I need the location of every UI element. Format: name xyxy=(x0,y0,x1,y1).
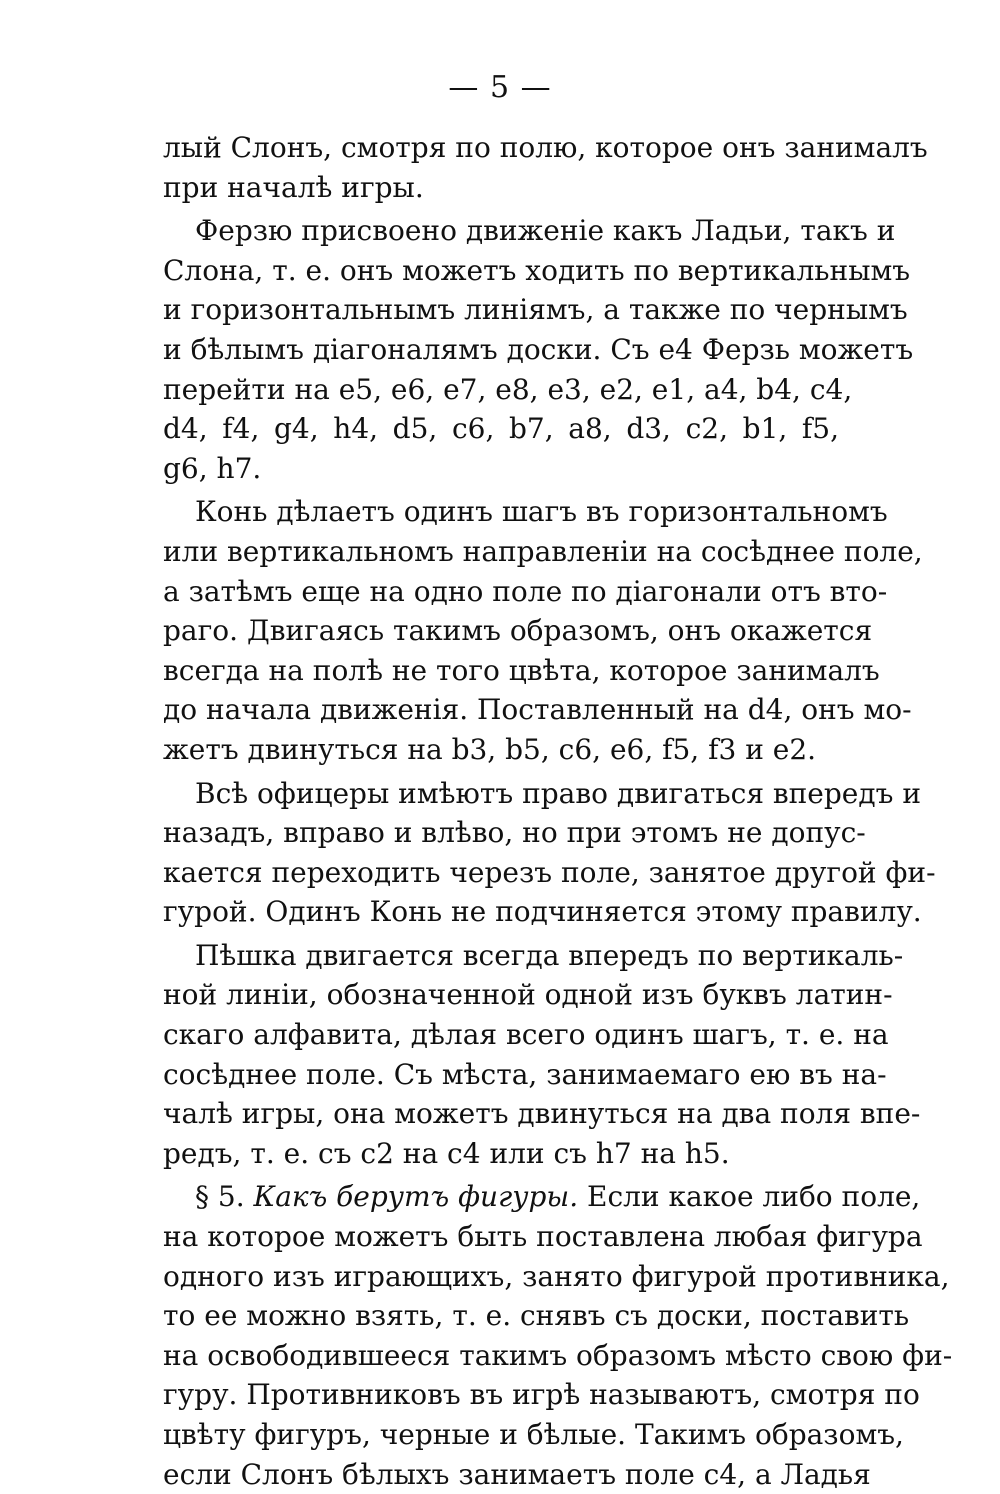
text-line: лый Слонъ, смотря по полю, которое онъ занималъ xyxy=(163,131,928,164)
text-line: скаго алфавита, дѣлая всего одинъ шагъ, т. е. на xyxy=(163,1018,889,1052)
text-line: при началѣ игры. xyxy=(163,170,424,204)
text-line: Всѣ офицеры имѣютъ право двигаться впередъ и xyxy=(195,776,921,810)
text-line: всегда на полѣ не того цвѣта, которое занималъ xyxy=(163,653,880,687)
text-line: и горизонтальнымъ линіямъ, а также по чернымъ xyxy=(163,293,908,327)
paragraph xyxy=(163,774,936,932)
text-line: g6, h7. xyxy=(163,451,262,485)
section-first-line xyxy=(163,1177,921,1217)
text-line: и бѣлымъ діагоналямъ доски. Съ е4 Ферзь можетъ xyxy=(163,332,914,366)
text-line: жетъ двинуться на b3, b5, c6, e6, f5, f3 и e2. xyxy=(163,732,817,766)
paragraph xyxy=(163,492,923,769)
section-heading: Какъ берутъ фигуры. xyxy=(253,1180,579,1214)
paragraph xyxy=(163,211,914,488)
text-line: на которое можетъ быть поставлена любая фигура xyxy=(163,1220,923,1254)
paragraph xyxy=(163,936,921,1174)
text-line: сосѣднее поле. Съ мѣста, занимаемаго ею въ на- xyxy=(163,1057,887,1091)
text-line: если Слонъ бѣлыхъ занимаетъ поле c4, а Ладья xyxy=(163,1457,871,1491)
text-line: Слона, т. е. онъ можетъ ходить по вертикальнымъ xyxy=(163,253,911,287)
page-number: — 5 — xyxy=(448,70,552,105)
text-fragment: Если какое либо поле, xyxy=(587,1180,921,1214)
section-mark: § 5. xyxy=(195,1180,245,1214)
text-line: перейти на е5, е6, е7, е8, е3, е2, е1, а4, b4, c4, xyxy=(163,372,853,406)
paragraph xyxy=(163,128,928,207)
text-line: кается переходить черезъ поле, занятое другой фи- xyxy=(163,855,936,889)
text-line: одного изъ играющихъ, занято фигурой противника, xyxy=(163,1259,950,1293)
text-line: чалѣ игры, она можетъ двинуться на два поля впе- xyxy=(163,1097,921,1131)
text-line: на освободившееся такимъ образомъ мѣсто свою фи- xyxy=(163,1338,953,1372)
text-line: до начала движенія. Поставленный на d4, онъ мо- xyxy=(163,693,912,727)
text-line: Ферзю присвоено движеніе какъ Ладьи, такъ и xyxy=(195,214,896,248)
text-line: ной линіи, обозначенной одной изъ буквъ латин- xyxy=(163,978,893,1012)
text-line: цвѣту фигуръ, черные и бѣлые. Такимъ образомъ, xyxy=(163,1418,904,1451)
text-line: Конь дѣлаетъ одинъ шагъ въ горизонтальномъ xyxy=(195,495,888,529)
text-line: редъ, т. е. съ c2 на c4 или съ h7 на h5. xyxy=(163,1136,730,1170)
text-line: гурой. Одинъ Конь не подчиняется этому правилу. xyxy=(163,895,922,929)
text-line: гуру. Противниковъ въ игрѣ называютъ, смотря по xyxy=(163,1378,920,1412)
text-line: раго. Двигаясь такимъ образомъ, онъ окажется xyxy=(163,614,873,648)
section-paragraph xyxy=(163,1177,953,1494)
text-line: или вертикальномъ направленіи на сосѣднее поле, xyxy=(163,534,923,568)
text-line: то ее можно взять, т. е. снявъ съ доски, поставить xyxy=(163,1299,910,1333)
text-line: назадъ, вправо и влѣво, но при этомъ не допус- xyxy=(163,816,866,850)
text-line: d4, f4, g4, h4, d5, c6, b7, a8, d3, c2, b1, f5, xyxy=(163,412,839,446)
body-text xyxy=(163,128,953,1494)
text-line: Пѣшка двигается всегда впередъ по вертикаль- xyxy=(195,938,904,972)
text-line: а затѣмъ еще на одно поле по діагонали отъ вто- xyxy=(163,574,888,608)
